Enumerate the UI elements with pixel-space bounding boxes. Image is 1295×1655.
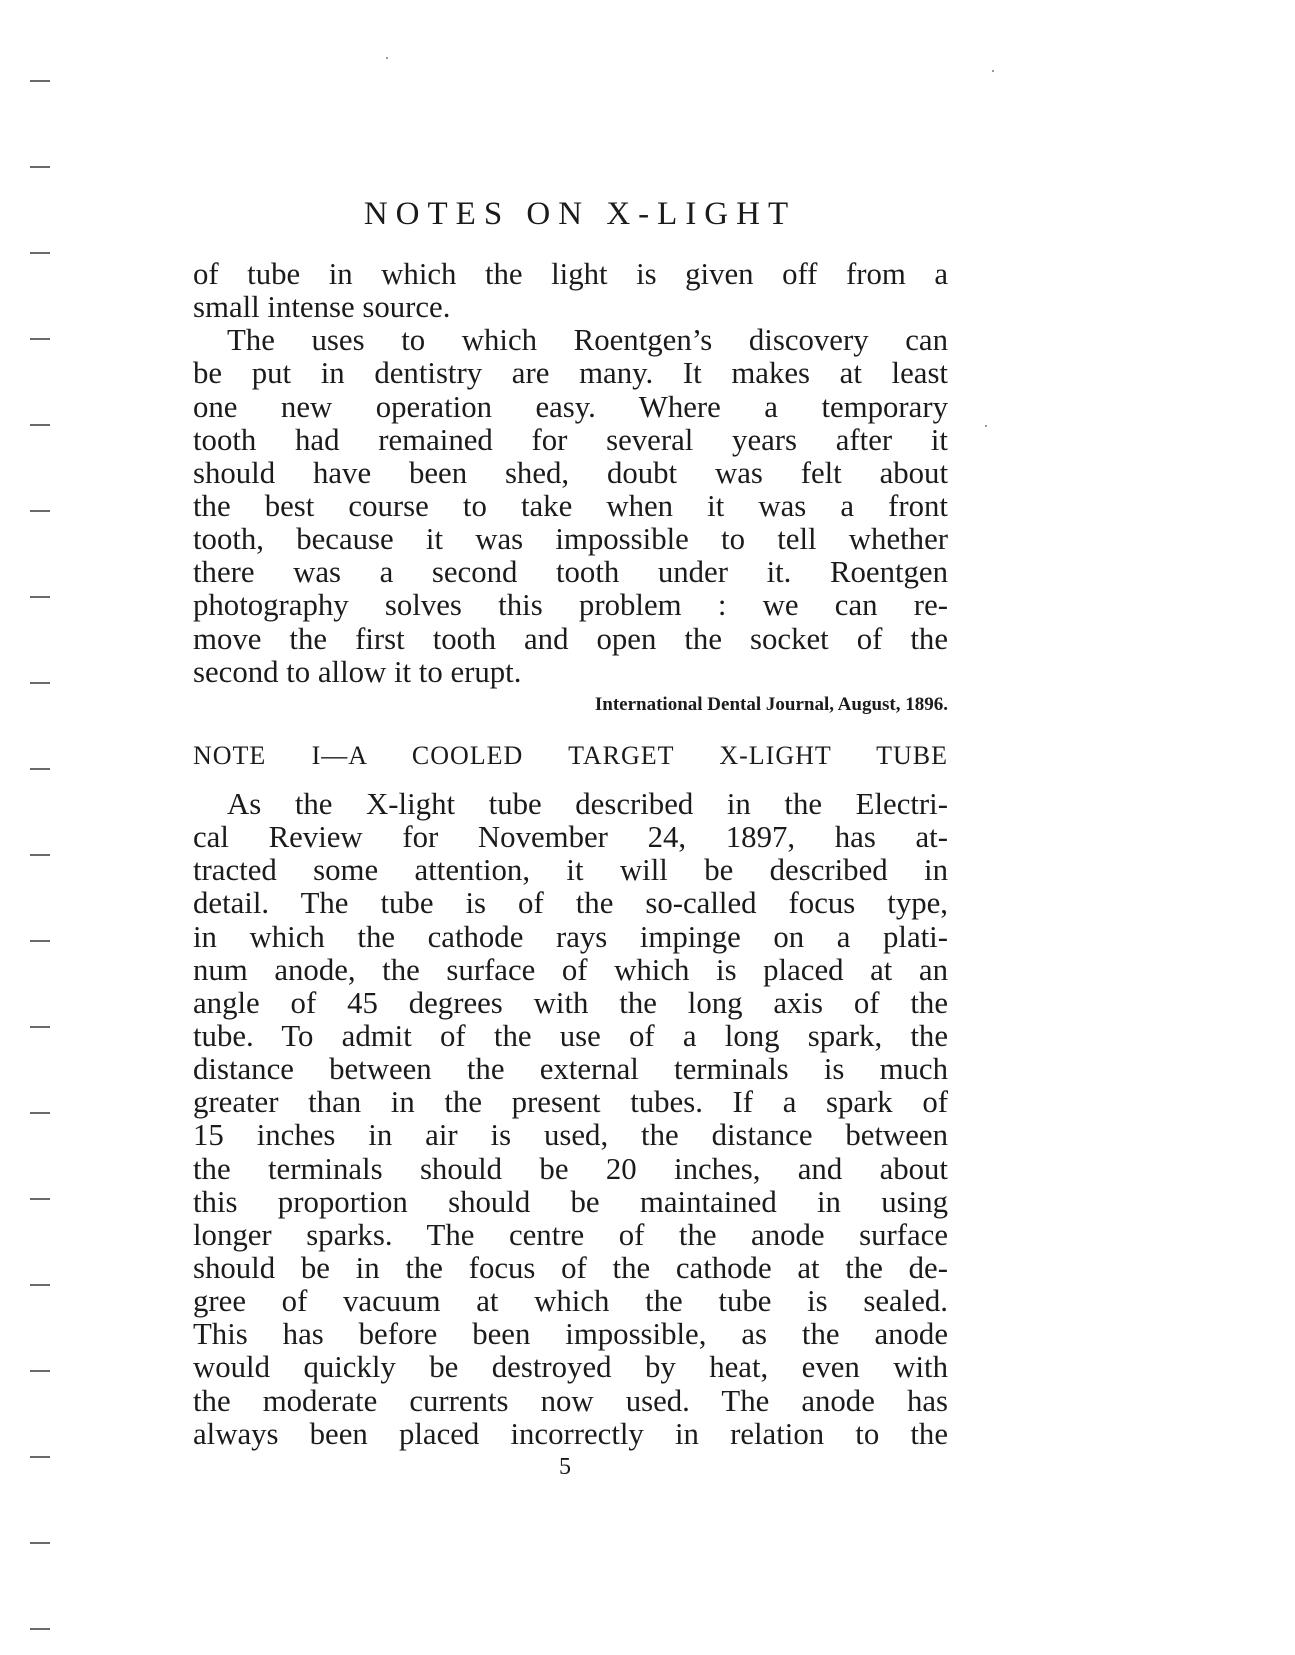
margin-tick (30, 940, 50, 942)
text-line: num anode, the surface of which is placed at an (193, 952, 948, 987)
text-line: there was a second tooth under it. Roentgen (193, 555, 948, 590)
margin-tick (30, 252, 50, 254)
margin-tick (30, 1198, 50, 1200)
text-line: longer sparks. The centre of the anode surface (193, 1217, 948, 1252)
text-line: detail. The tube is of the so-called focus type, (193, 886, 948, 921)
margin-tick (30, 424, 50, 426)
margin-tick (30, 1542, 50, 1544)
binding-edge-marks (30, 0, 52, 1655)
text-line: this proportion should be maintained in using (193, 1184, 948, 1219)
margin-tick (30, 166, 50, 168)
text-line: cal Review for November 24, 1897, has at- (193, 820, 948, 855)
text-line: greater than in the present tubes. If a spark of (193, 1085, 948, 1120)
section-heading: NOTE I—A COOLED TARGET X-LIGHT TUBE (193, 741, 948, 770)
margin-tick (30, 1628, 50, 1630)
text-line: one new operation easy. Where a temporary (193, 389, 948, 424)
text-line: tooth, because it was impossible to tell whether (193, 522, 948, 557)
margin-tick (30, 338, 50, 340)
margin-tick (30, 768, 50, 770)
scan-speck (985, 425, 987, 427)
text-line: in which the cathode rays impinge on a plati- (193, 919, 948, 954)
text-line: second to allow it to erupt. (193, 654, 522, 689)
text-line: This has before been impossible, as the anode (193, 1317, 948, 1352)
section-body (193, 788, 948, 1451)
text-line: tube. To admit of the use of a long spark, the (193, 1018, 948, 1053)
margin-tick (30, 80, 50, 82)
margin-tick (30, 1284, 50, 1286)
text-line: distance between the external terminals is much (193, 1052, 948, 1087)
intro-paragraphs (193, 258, 948, 689)
margin-tick (30, 1026, 50, 1028)
text-line: move the first tooth and open the socket of the (193, 621, 948, 656)
text-line: The uses to which Roentgen’s discovery can (227, 323, 948, 358)
source-citation: International Dental Journal, August, 1896. (594, 694, 948, 715)
running-header: NOTES ON X-LIGHT (363, 196, 797, 232)
scan-speck (992, 70, 994, 72)
text-line: be put in dentistry are many. It makes at least (193, 356, 948, 391)
text-line: would quickly be destroyed by heat, even with (193, 1350, 948, 1385)
text-line: tracted some attention, it will be described in (193, 853, 948, 888)
text-line: photography solves this problem : we can re- (193, 588, 948, 623)
text-line: the terminals should be 20 inches, and about (193, 1151, 948, 1186)
text-line: should have been shed, doubt was felt about (193, 455, 948, 490)
margin-tick (30, 1112, 50, 1114)
margin-tick (30, 682, 50, 684)
margin-tick (30, 1370, 50, 1372)
text-line: should be in the focus of the cathode at the de- (193, 1250, 948, 1285)
scan-speck (386, 57, 388, 59)
text-line: tooth had remained for several years after it (193, 422, 948, 457)
text-line: the moderate currents now used. The anode has (193, 1383, 948, 1418)
margin-tick (30, 510, 50, 512)
margin-tick (30, 854, 50, 856)
page-number: 5 (559, 1454, 571, 1480)
text-line: always been placed incorrectly in relation to the (193, 1416, 948, 1451)
text-line: of tube in which the light is given off from a (193, 257, 948, 291)
text-line: angle of 45 degrees with the long axis of the (193, 985, 948, 1020)
text-line: gree of vacuum at which the tube is sealed. (193, 1284, 948, 1319)
text-line: 15 inches in air is used, the distance between (193, 1118, 948, 1153)
text-line: the best course to take when it was a front (193, 488, 948, 523)
text-line: small intense source. (193, 290, 451, 325)
margin-tick (30, 596, 50, 598)
text-line: As the X-light tube described in the Electri- (227, 787, 948, 821)
